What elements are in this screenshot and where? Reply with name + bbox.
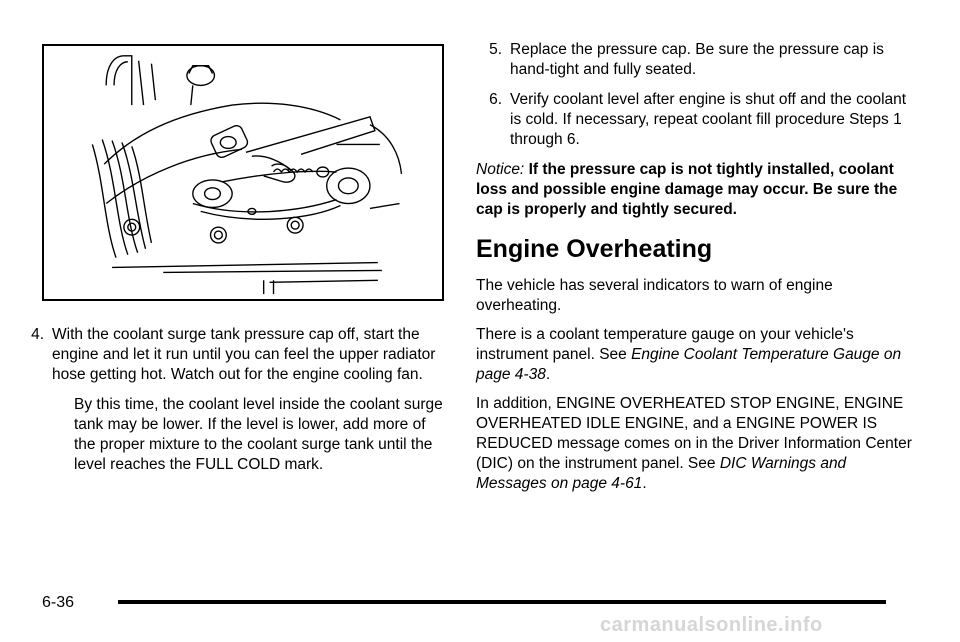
step-text: Verify coolant level after engine is shut off and the coolant is cold. If necessary, repeat coolant fill procedure Steps 1 through 6.: [510, 91, 907, 148]
step-5: [476, 40, 916, 80]
step-text: Replace the pressure cap. Be sure the pressure cap is hand-tight and fully seated.: [510, 41, 884, 78]
section-heading: Engine Overheating: [476, 235, 713, 263]
paragraph-text: In addition, ENGINE OVERHEATED STOP ENGINE, ENGINE OVERHEATED IDLE ENGINE, and a ENGINE POWER IS REDUCED message comes on in the Driver Information Center (DIC) on the instrument panel. See: [476, 395, 912, 472]
paragraph-text: .: [545, 366, 551, 383]
paragraph-text: There is a coolant temperature gauge on your vehicle's instrument panel. See: [476, 326, 854, 363]
cross-reference-link[interactable]: DIC Warnings and Messages on page 4-61: [476, 455, 847, 492]
step-4: [22, 325, 448, 385]
notice-text: If the pressure cap is not tightly installed, coolant loss and possible engine damage may occur. Be sure the cap is properly and tightly secured.: [476, 161, 898, 218]
paragraph-gauge: [476, 325, 916, 385]
step-number: 4 .: [22, 325, 52, 345]
cross-reference-link[interactable]: Engine Coolant Temperature Gauge on page 4-38: [476, 346, 902, 383]
watermark: carmanualsonline.info: [600, 614, 823, 636]
paragraph-indicators: The vehicle has several indicators to warn of engine overheating.: [476, 277, 833, 314]
left-column: [22, 325, 448, 485]
right-column: [476, 40, 916, 503]
engine-illustration: [42, 44, 444, 301]
paragraph-text: .: [642, 475, 647, 492]
footer-rule: [118, 600, 886, 604]
step-number: 5 .: [476, 40, 510, 60]
notice-label: Notice:: [476, 161, 525, 178]
step-6: [476, 90, 916, 150]
page-number: 6-36: [42, 594, 75, 611]
notice: [476, 160, 916, 220]
step-text: With the coolant surge tank pressure cap off, start the engine and let it run until you can feel the upper radiator hose getting hot. Watch out for the engine cooling fan.: [52, 326, 436, 383]
step-number: 6 .: [476, 90, 510, 110]
step-4-paragraph: By this time, the coolant level inside the coolant surge tank may be lower. If the level is lower, add more of the proper mixture to the coolant surge tank until the level reaches the FULL COLD mark.: [74, 396, 443, 473]
paragraph-dic: [476, 394, 916, 494]
